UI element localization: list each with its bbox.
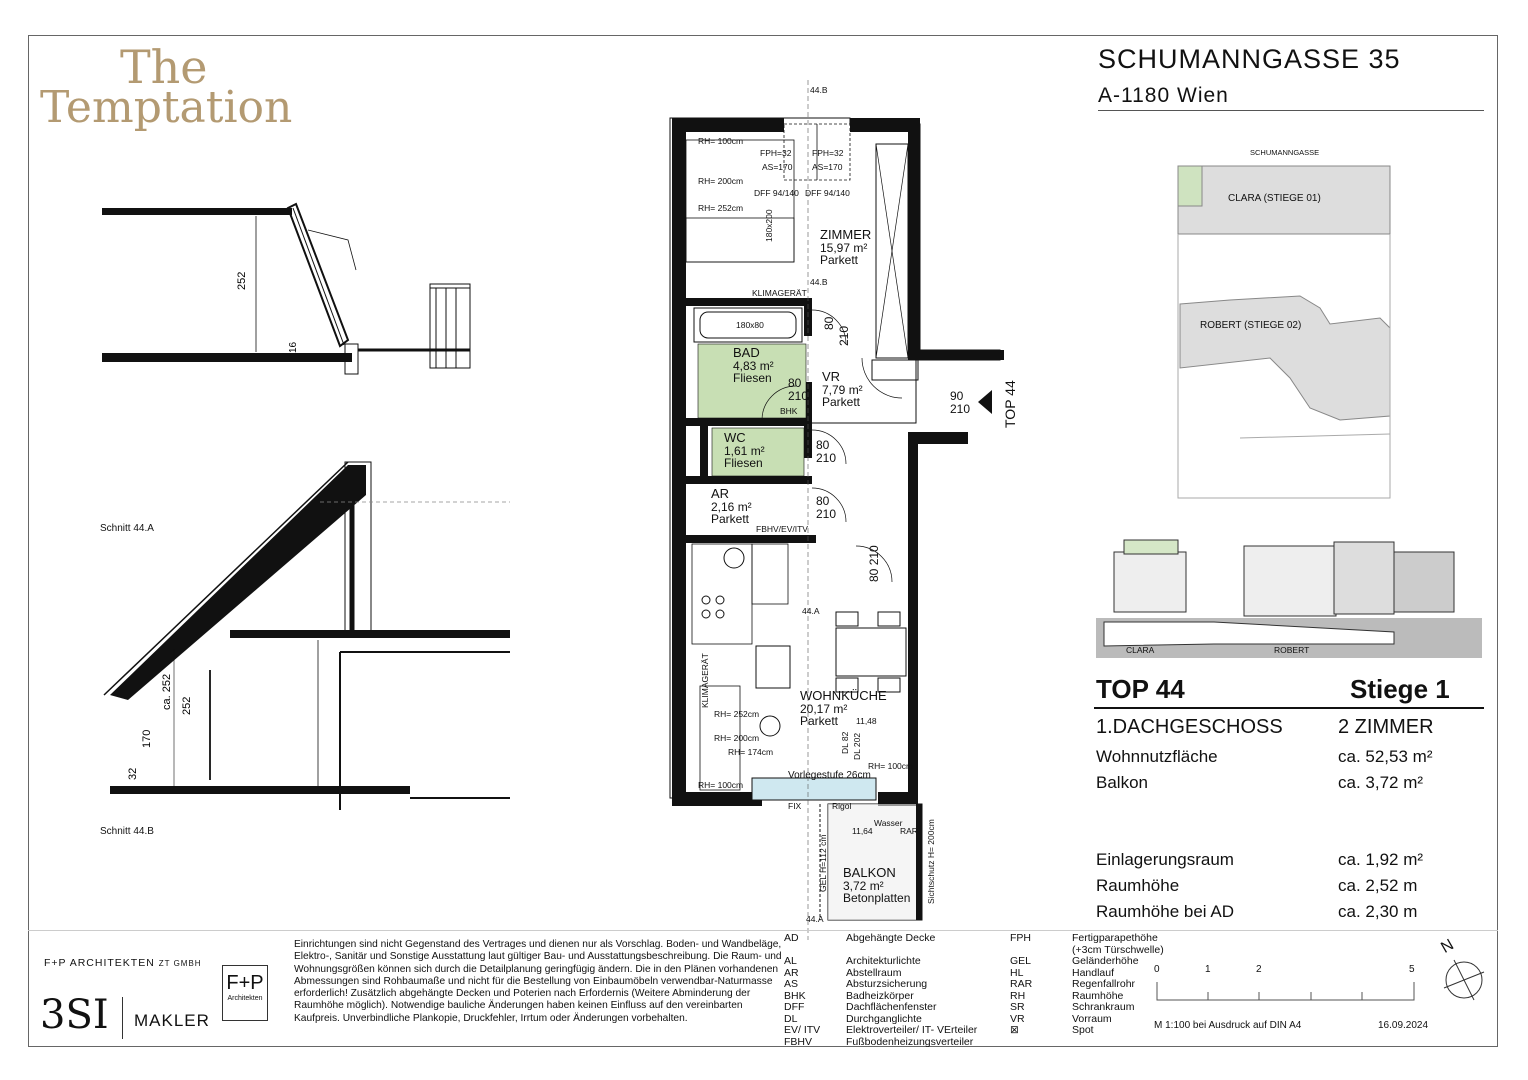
section-drawings: [90, 190, 510, 840]
legend-meaning: Schrankraum: [1072, 1001, 1135, 1013]
plan-note-rh174: RH= 174cm: [728, 747, 774, 757]
plan-note-rh252: RH= 252cm: [698, 203, 744, 213]
section-left: CLARA: [1126, 645, 1155, 655]
unit-height-label: Raumhöhe: [1096, 876, 1180, 895]
legend-meaning: Geländerhöhe: [1072, 955, 1139, 967]
unit-divider: [1094, 707, 1484, 709]
door-dim-wc: 80 210: [816, 438, 837, 465]
legend-meaning: Fertigparapethöhe: [1072, 932, 1158, 944]
plan-note-rh200b: RH= 200cm: [714, 733, 760, 743]
legend-meaning: Handlauf: [1072, 966, 1115, 979]
plan-note-rh100: RH= 100cm: [698, 136, 744, 146]
north-arrow-icon: [1440, 956, 1488, 1004]
plan-note-gel: GEL H=112 cm: [818, 834, 828, 892]
legend-meaning: Regenfallrohr: [1072, 978, 1136, 990]
plan-note-rh100b: RH= 100cm: [698, 780, 744, 790]
unit-height-ad-value: ca. 2,30 m: [1338, 902, 1418, 921]
plan-note-step: Vorlegestufe 26cm: [788, 770, 871, 781]
legend-abbr: EV/ ITV: [784, 1024, 821, 1036]
address-city: A-1180 Wien: [1098, 84, 1229, 107]
section-b-dim-3: 170: [141, 729, 153, 748]
legend-meaning: Durchganglichte: [846, 1012, 922, 1025]
unit-wnf-value: ca. 52,53 m²: [1338, 747, 1433, 766]
legend-table: [784, 933, 1186, 1048]
legend-meaning: Abstellraum: [846, 966, 902, 979]
scale-tick-0: 0: [1154, 964, 1160, 975]
legend-abbr: SR: [1010, 1001, 1025, 1013]
legend-abbr: [1010, 1037, 1072, 1049]
broker-suffix: MAKLER: [134, 1011, 210, 1030]
legend-abbr: GEL: [1010, 955, 1032, 967]
legend-meaning: Vorraum: [1072, 1012, 1112, 1025]
scale-bar: [1154, 980, 1418, 1004]
plan-note-level1: 11,64: [852, 826, 873, 836]
north-label: N: [1438, 936, 1457, 957]
unit-wnf-label: Wohnnutzfläche: [1096, 747, 1218, 766]
unit-rooms: 2 ZIMMER: [1338, 716, 1434, 738]
legend-row: [784, 1037, 1186, 1049]
plan-note-fix: FIX: [788, 801, 802, 811]
section-b-drawing: [104, 462, 510, 810]
plan-note-rar: RAR: [900, 826, 918, 836]
legend-meaning: Elektroverteiler/ IT- VErteiler: [846, 1024, 978, 1036]
plan-note-dff2: DFF 94/140: [805, 188, 850, 198]
legend-abbr: AR: [784, 966, 799, 979]
architect-name: F+P ARCHITEKTEN ZT GMBH: [44, 957, 202, 969]
site-street: SCHUMANNGASSE: [1250, 148, 1320, 157]
legend-meaning: [1072, 1037, 1186, 1049]
plan-note-fph2: FPH=32: [812, 148, 844, 158]
room-vr: VR 7,79 m² Parkett: [822, 369, 863, 410]
plan-note-bhk: BHK: [780, 406, 798, 416]
legend-abbr: DL: [784, 1012, 798, 1025]
plan-note-klima2: KLIMAGERÄT: [700, 653, 710, 708]
legend-meaning: Fußbodenheizungsverteiler: [846, 1035, 974, 1048]
section-b-label: Schnitt 44.B: [100, 826, 154, 837]
scale-tick-1: 1: [1205, 964, 1211, 975]
legend-abbr: BHK: [784, 989, 806, 1002]
section-a-dim-2: 16: [288, 341, 299, 353]
site-building-b: ROBERT (STIEGE 02): [1200, 320, 1302, 331]
plan-note-klima: KLIMAGERÄT: [752, 288, 807, 298]
room-wc: WC 1,61 m² Fliesen: [724, 430, 765, 471]
disclaimer: Einrichtungen sind nicht Gegenstand des Vertrages und dienen nur als Vorschlag. Boden- und Wandbeläge, Elektro-, Sanitär und Sonstige Ausstattung laut gültiger Bau- und Ausstattungsbeschreibung. Die Raum- und Wohnungsgrößen können sich durch die Detailplanung geringfügig ändern. Die in den Plänen vorhandenen Abmessungen sind Rohbaumaße und nicht für die Bestellung von Einbaumöbeln verwendbar-Naturmasse erforderlich! Zusätzlich abgehängte Decken und Poterien nach Erfordernis (Weitere Abminderung der Raumhöhe möglich). Notwendige bauliche Änderungen haben keinen Einfluss auf den vereinbarten Kaufpreis. Unverbindliche Plankopie, Druckfehler, Irrtum oder Änderungen vorbehalten.: [294, 939, 782, 1024]
legend-abbr: AD: [784, 932, 799, 944]
legend-meaning: Architekturlichte: [846, 955, 921, 967]
legend-meaning: Absturzsicherung: [846, 978, 928, 990]
legend-row: [784, 933, 1186, 945]
unit-top: TOP 44: [1096, 674, 1185, 704]
door-dim-ar: 80 210: [816, 494, 837, 521]
legend-abbr: DFF: [784, 1001, 805, 1013]
legend-abbr: ⊠: [1010, 1024, 1019, 1036]
plan-note-sicht: Sichtschutz H= 200cm: [926, 819, 936, 904]
section-b-dim-4: 32: [127, 767, 139, 780]
broker-logo: 3SI: [40, 992, 109, 1038]
address-divider: [1098, 110, 1484, 111]
legend-row: [784, 1025, 1186, 1037]
logo-line2: Temptation: [40, 82, 293, 133]
legend-row: [784, 1014, 1186, 1026]
door-dim-entry: 90 210: [950, 389, 971, 416]
plan-note-rh200: RH= 200cm: [698, 176, 744, 186]
section-b-dim-2: 252: [181, 696, 193, 715]
legend-abbr: AS: [784, 978, 799, 990]
section-mark-top: 44.B: [810, 85, 828, 95]
plan-top-label: TOP 44: [1002, 380, 1018, 428]
footer-divider: [28, 930, 1498, 931]
legend-meaning: (+3cm Türschwelle): [1072, 943, 1164, 956]
plan-note-rh100c: RH= 100cm: [868, 761, 914, 771]
unit-height-ad-label: Raumhöhe bei AD: [1096, 902, 1234, 921]
building-section-thumb: [1094, 522, 1484, 662]
section-mark-mid: 44.B: [810, 277, 828, 287]
address-street: SCHUMANNGASSE 35: [1098, 44, 1401, 74]
plan-note-tub: 180x80: [736, 320, 764, 330]
legend-meaning: Raumhöhe: [1072, 989, 1124, 1002]
plan-date: 16.09.2024: [1378, 1020, 1429, 1031]
room-wohnkueche: WOHNKÜCHE 20,17 m² Parkett: [800, 688, 887, 729]
logo-line1: The: [120, 40, 208, 94]
legend-row: [784, 979, 1186, 991]
room-bad: BAD 4,83 m² Fliesen: [733, 345, 774, 386]
legend-abbr: RAR: [1010, 978, 1033, 990]
legend-abbr: RH: [1010, 989, 1026, 1002]
room-zimmer: ZIMMER 15,97 m² Parkett: [820, 227, 872, 268]
section-a-label: Schnitt 44.A: [100, 523, 154, 534]
plan-note-dff1: DFF 94/140: [754, 188, 799, 198]
legend-abbr: FBHV: [784, 1035, 813, 1048]
legend-meaning: Abgehängte Decke: [846, 932, 936, 944]
unit-storage-label: Einlagerungsraum: [1096, 850, 1234, 869]
legend-meaning: Dachflächenfenster: [846, 1001, 937, 1013]
legend-row: [784, 1002, 1186, 1014]
legend-abbr: VR: [1010, 1012, 1025, 1025]
scale-tick-2: 2: [1256, 964, 1262, 975]
plan-note-dl202: DL 202: [852, 732, 862, 760]
door-dim-kitchen: 80 210: [867, 545, 881, 582]
section-mark-bottom: 44.A: [806, 914, 824, 924]
section-mark-kitchen: 44.A: [802, 606, 820, 616]
room-balkon: BALKON 3,72 m² Betonplatten: [843, 865, 911, 906]
scale-caption: M 1:100 bei Ausdruck auf DIN A4: [1154, 1020, 1302, 1031]
plan-note-rigol: Rigol: [832, 801, 852, 811]
section-b-dim-1: ca. 252: [161, 673, 173, 710]
fp-logo: F+P Architekten: [222, 965, 268, 1021]
room-ar: AR 2,16 m² Parkett: [711, 486, 752, 527]
scale-tick-5: 5: [1409, 964, 1415, 975]
plan-note-level2: 11,48: [856, 716, 877, 726]
plan-note-wasser: Wasser: [874, 818, 903, 828]
legend-abbr: AL: [784, 955, 797, 967]
plan-note-bed: 180x200: [764, 209, 774, 242]
door-dim-zimmer-h: 210: [837, 325, 851, 346]
section-a-drawing: [102, 204, 470, 374]
unit-balkon-value: ca. 3,72 m²: [1338, 773, 1424, 792]
legend-abbr: HL: [1010, 966, 1024, 979]
unit-height-value: ca. 2,52 m: [1338, 876, 1418, 895]
plan-note-as1: AS=170: [762, 162, 793, 172]
legend-meaning: Spot: [1072, 1024, 1094, 1036]
legend-row: [784, 956, 1186, 968]
door-dim-bad: 80 210: [788, 376, 809, 403]
door-dim-zimmer: 80: [822, 316, 836, 330]
unit-stiege: Stiege 1: [1350, 674, 1450, 704]
unit-floor: 1.DACHGESCHOSS: [1096, 716, 1283, 738]
plan-note-dl82: DL 82: [840, 731, 850, 754]
plan-note-as2: AS=170: [812, 162, 843, 172]
unit-balkon-label: Balkon: [1096, 773, 1148, 792]
site-building-a: CLARA (STIEGE 01): [1228, 193, 1321, 204]
broker-divider: [122, 997, 123, 1039]
section-right: ROBERT: [1274, 645, 1310, 655]
plan-note-fbhv: FBHV/EV/ITV: [756, 524, 808, 534]
legend-abbr: FPH: [1010, 932, 1031, 944]
plan-note-rh252b: RH= 252cm: [714, 709, 760, 719]
legend-meaning: Badheizkörper: [846, 989, 914, 1002]
plan-note-fph1: FPH=32: [760, 148, 792, 158]
section-a-dim-1: 252: [236, 271, 248, 290]
unit-storage-value: ca. 1,92 m²: [1338, 850, 1424, 869]
